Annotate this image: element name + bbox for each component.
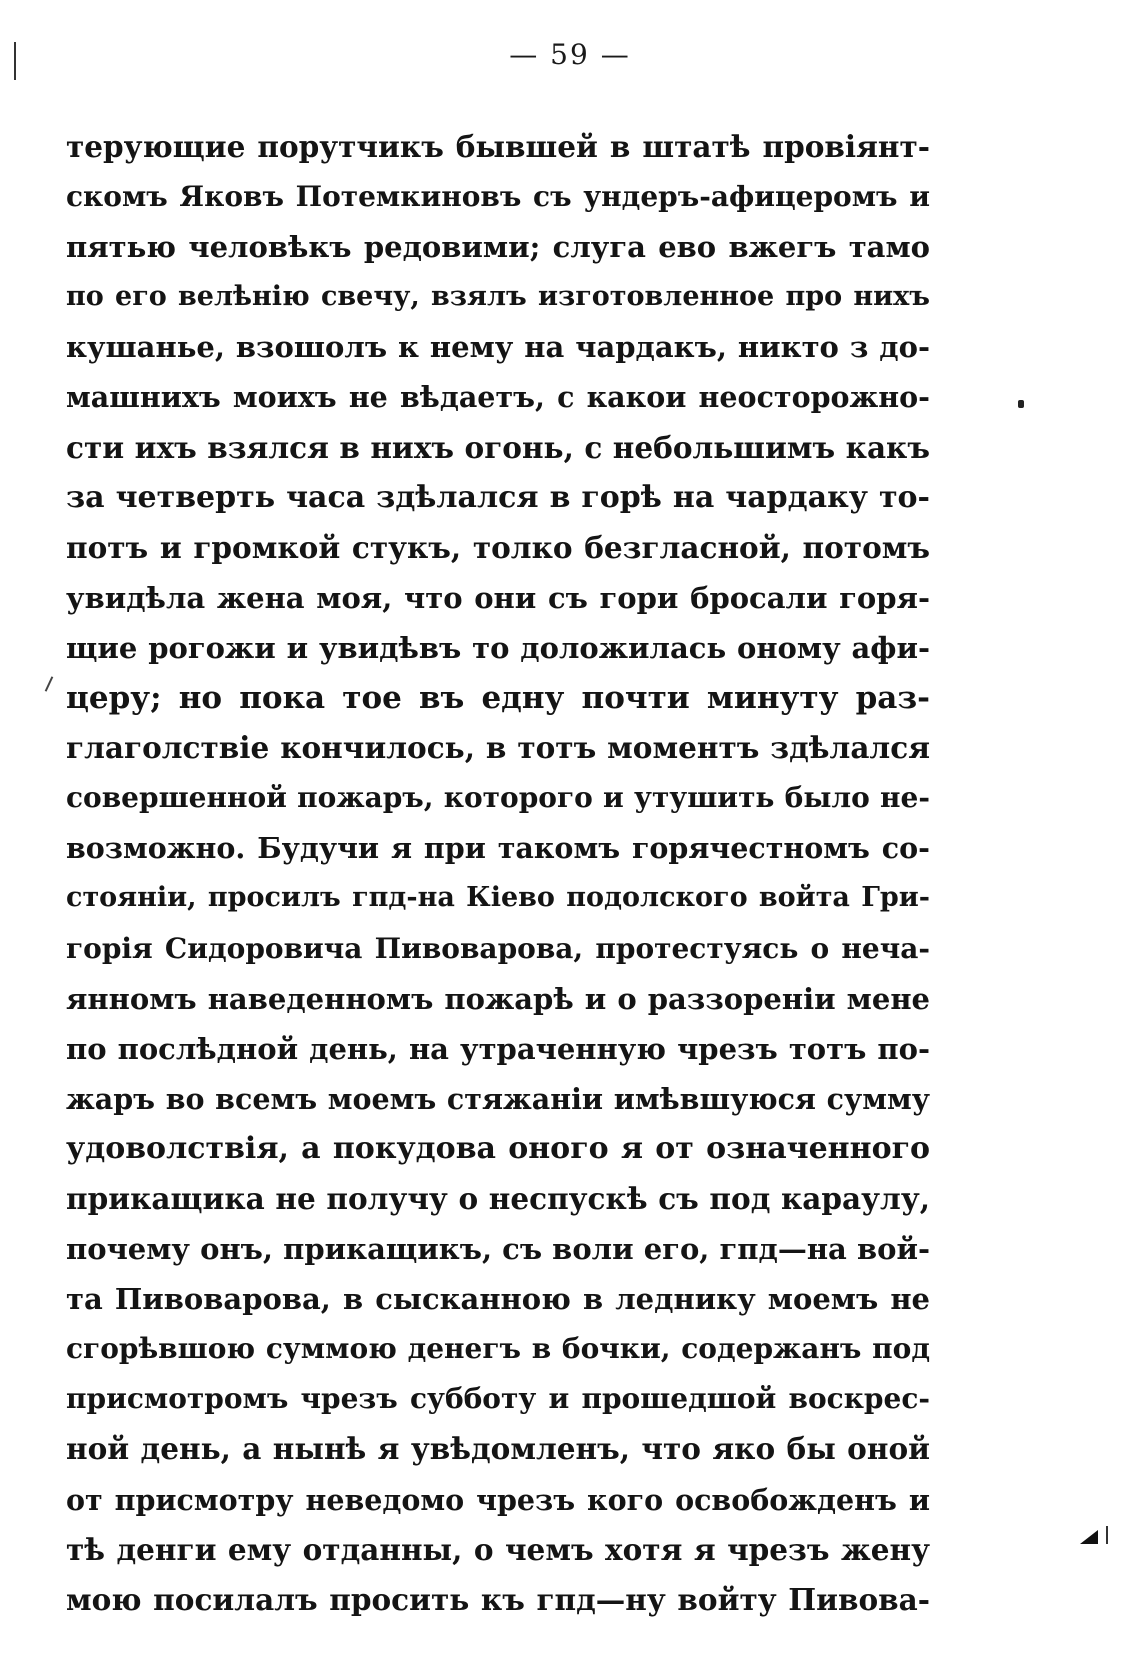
- text-line: удоволствія, а покудова оного я от означенного: [66, 1130, 930, 1166]
- text-line: жаръ во всемъ моемъ стяжаніи имѣвшуюся сумму: [66, 1081, 930, 1116]
- text-line: стояніи, просилъ гпд-на Кіево подолского войта Гри-: [66, 882, 930, 914]
- text-line: присмотромъ чрезъ субботу и прошедшой воскрес-: [66, 1382, 930, 1416]
- ink-dot-mark: [1018, 400, 1024, 408]
- text-line: возможно. Будучи я при такомъ горячестномъ со-: [66, 831, 930, 866]
- text-line: пятью человѣкъ редовими; слуга ево вжегъ тамо: [66, 230, 930, 265]
- text-line: горія Сидоровича Пивоварова, протестуясь о неча-: [66, 931, 930, 965]
- text-line: увидѣла жена моя, что они съ гори бросали горя-: [66, 580, 930, 615]
- text-line: от присмотру неведомо чрезъ кого освобожденъ и: [66, 1482, 930, 1517]
- text-line: по послѣдной день, на утраченную чрезъ тотъ по-: [66, 1031, 930, 1066]
- page-number: — 59 —: [509, 38, 631, 71]
- text-line: кушанье, взошолъ к нему на чардакъ, никто з до-: [66, 330, 930, 365]
- text-line: по его велѣнію свечу, взялъ изготовленное про нихъ: [66, 281, 930, 313]
- text-line: сгорѣвшою суммою денегъ в бочки, содержанъ под: [66, 1332, 930, 1366]
- text-line: терующие порутчикъ бывшей в штатѣ провіянт-: [66, 129, 930, 164]
- corner-bar-mark: [1106, 1526, 1108, 1544]
- text-line: церу; но пока тое въ едну почти минуту раз-: [66, 680, 930, 717]
- text-line: глаголствіе кончилось, в тотъ моментъ здѣлался: [66, 730, 930, 766]
- text-line: мою посилалъ просить къ гпд—ну войту Пивова-: [66, 1581, 930, 1617]
- text-line: за четверть часа здѣлался в горѣ на чардаку то-: [66, 479, 930, 515]
- text-line: ной день, а нынѣ я увѣдомленъ, что яко бы оной: [66, 1431, 930, 1467]
- margin-tick-mark: [45, 676, 54, 691]
- text-line: почему онъ, прикащикъ, съ воли его, гпд—на вой-: [66, 1232, 930, 1267]
- text-line: янномъ наведенномъ пожарѣ и о раззореніи мене: [66, 981, 930, 1016]
- text-line: тѣ денги ему отданны, о чемъ хотя я чрезъ жену: [66, 1531, 930, 1567]
- text-line: машнихъ моихъ не вѣдаетъ, с какои неосторожно-: [66, 380, 930, 415]
- corner-triangle-mark: [1080, 1530, 1098, 1544]
- text-line: сти ихъ взялся в нихъ огонь, с небольшимъ какъ: [66, 429, 930, 465]
- text-line: скомъ Яковъ Потемкиновъ съ ундеръ-афицеромъ и: [66, 180, 930, 214]
- text-line: прикащика не получу о неспускѣ съ под караулу,: [66, 1180, 930, 1216]
- text-line: та Пивоварова, в сысканною в леднику моемъ не: [66, 1282, 930, 1317]
- body-text: [66, 122, 930, 1625]
- text-line: щие рогожи и увидѣвъ то доложилась оному афи-: [66, 630, 930, 665]
- text-line: совершенной пожаръ, которого и утушить было не-: [66, 781, 930, 815]
- text-line: потъ и громкой стукъ, толко безгласной, потомъ: [66, 529, 930, 565]
